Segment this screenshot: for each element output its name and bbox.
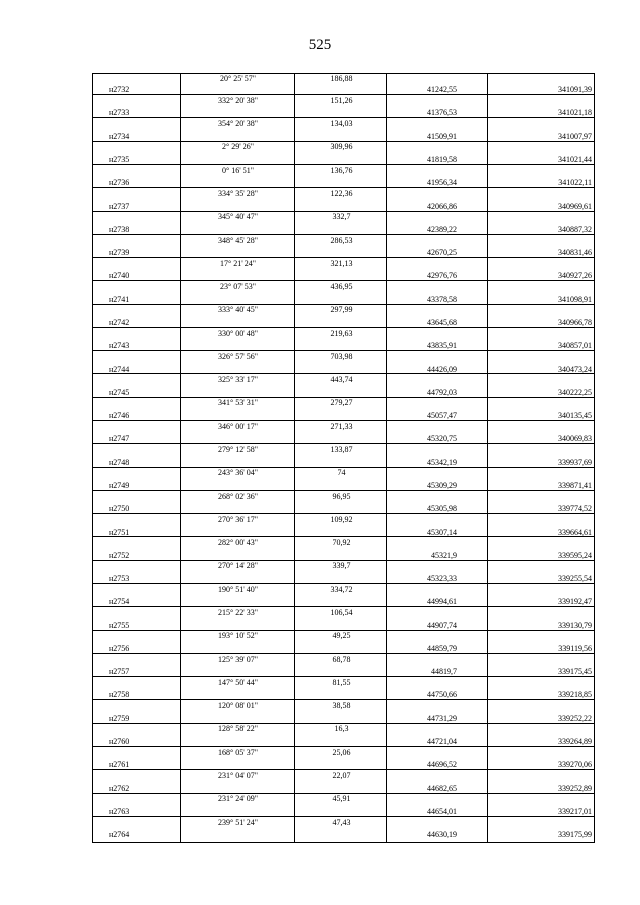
y-coordinate: 341022,11 [558,178,592,188]
segment-length: 106,54 [330,607,353,617]
point-id: н2740 [109,271,130,281]
direction-angle: 168° 05' 37" [218,747,258,757]
y-coordinate: 339192,47 [558,597,592,607]
segment-length: 49,25 [332,631,351,641]
direction-angle: 354° 20' 38" [218,119,258,129]
direction-angle: 20° 25' 57" [220,74,256,83]
segment-length: 219,63 [330,328,353,338]
page-number: 525 [308,37,332,53]
segment-length: 339,7 [332,561,351,571]
segment-length: 74 [337,468,346,478]
direction-angle: 268° 02' 36" [218,491,258,501]
segment-length: 332,7 [332,212,351,222]
segment-length: 186,88 [330,74,353,83]
point-id: н2757 [109,667,130,677]
y-coordinate: 340135,45 [558,411,592,421]
x-coordinate: 41376,53 [427,108,457,118]
point-id: н2748 [109,457,130,467]
direction-angle: 193° 10' 52" [218,631,258,641]
direction-angle: 23° 07' 53" [220,282,256,291]
direction-angle: 334° 35' 28" [218,188,258,198]
x-coordinate: 42066,86 [427,201,457,211]
y-coordinate: 340887,32 [558,224,592,234]
y-coordinate: 339218,85 [558,690,592,700]
coordinate-table [92,73,595,843]
direction-angle: 332° 20' 38" [218,95,258,105]
direction-angle: 270° 14' 28" [218,561,258,571]
point-id: н2752 [109,550,130,560]
y-coordinate: 339130,79 [558,620,592,630]
direction-angle: 270° 36' 17" [218,514,258,524]
point-id: н2763 [109,806,130,816]
direction-angle: 125° 39' 07" [218,654,258,664]
direction-angle: 346° 00' 17" [218,421,258,431]
segment-length: 334,72 [330,584,353,594]
x-coordinate: 45321,9 [431,550,457,560]
direction-angle: 333° 40' 45" [218,305,258,315]
x-coordinate: 41819,58 [427,155,457,164]
point-id: н2753 [109,574,130,583]
point-id: н2764 [109,830,130,840]
x-coordinate: 41509,91 [427,131,457,141]
x-coordinate: 44721,04 [427,737,457,746]
segment-length: 703,98 [330,351,353,361]
y-coordinate: 340969,61 [558,201,592,211]
y-coordinate: 339270,06 [558,760,592,770]
point-id: н2754 [109,597,130,607]
segment-length: 47,43 [332,817,351,827]
x-coordinate: 44654,01 [427,806,457,816]
x-coordinate: 44994,61 [427,597,457,607]
point-id: н2759 [109,713,130,723]
point-id: н2735 [109,155,130,164]
y-coordinate: 340222,25 [558,387,592,397]
segment-length: 109,92 [330,514,353,524]
x-coordinate: 43645,68 [427,317,457,327]
segment-length: 81,55 [332,677,351,687]
y-coordinate: 339217,01 [558,806,592,816]
direction-angle: 279° 12' 58" [218,445,258,454]
x-coordinate: 44682,65 [427,783,457,793]
direction-angle: 0° 16' 51" [222,165,254,175]
x-coordinate: 42976,76 [427,271,457,281]
segment-length: 122,36 [330,188,353,198]
y-coordinate: 340473,24 [558,364,592,374]
direction-angle: 325° 33' 17" [218,375,258,385]
direction-angle: 341° 53' 31" [218,398,258,408]
y-coordinate: 339175,99 [558,830,592,840]
point-id: н2742 [109,317,130,327]
segment-length: 38,58 [332,701,351,711]
segment-length: 133,87 [330,445,353,454]
segment-length: 25,06 [332,747,351,757]
direction-angle: 231° 24' 09" [218,794,258,804]
x-coordinate: 45320,75 [427,434,457,444]
point-id: н2737 [109,201,130,211]
segment-length: 286,53 [330,235,353,245]
y-coordinate: 340927,26 [558,271,592,281]
segment-length: 297,99 [330,305,353,315]
point-id: н2761 [109,760,130,770]
segment-length: 70,92 [332,538,351,548]
point-id: н2739 [109,248,130,258]
x-coordinate: 44630,19 [427,830,457,840]
x-coordinate: 44859,79 [427,643,457,653]
direction-angle: 2° 29' 26" [222,142,254,152]
direction-angle: 128° 58' 22" [218,724,258,734]
direction-angle: 348° 45' 28" [218,235,258,245]
x-coordinate: 45307,14 [427,527,457,537]
segment-length: 443,74 [330,375,353,385]
y-coordinate: 339871,41 [558,480,592,490]
point-id: н2746 [109,411,130,421]
point-id: н2733 [109,108,130,118]
direction-angle: 17° 21' 24" [220,258,256,268]
point-id: н2741 [109,294,130,304]
x-coordinate: 45342,19 [427,457,457,467]
point-id: н2760 [109,737,130,746]
segment-length: 309,96 [330,142,353,152]
segment-length: 436,95 [330,282,353,291]
y-coordinate: 340857,01 [558,341,592,351]
point-id: н2755 [109,620,130,630]
segment-length: 96,95 [332,491,351,501]
y-coordinate: 340069,83 [558,434,592,444]
direction-angle: 215° 22' 33" [218,607,258,617]
x-coordinate: 44696,52 [427,760,457,770]
y-coordinate: 339119,56 [558,643,592,653]
x-coordinate: 41242,55 [427,85,457,95]
y-coordinate: 339252,89 [558,783,592,793]
direction-angle: 345° 40' 47" [218,212,258,222]
segment-length: 321,13 [330,258,353,268]
segment-length: 271,33 [330,421,353,431]
x-coordinate: 44907,74 [427,620,457,630]
x-coordinate: 45305,98 [427,504,457,514]
y-coordinate: 339664,61 [558,527,592,537]
direction-angle: 190° 51' 40" [218,584,258,594]
segment-length: 136,76 [330,165,353,175]
point-id: н2751 [109,527,130,537]
x-coordinate: 43378,58 [427,294,457,304]
segment-length: 134,03 [330,119,353,129]
segment-length: 16,3 [334,724,349,734]
direction-angle: 243° 36' 04" [218,468,258,478]
segment-length: 151,26 [330,95,353,105]
x-coordinate: 41956,34 [427,178,457,188]
point-id: н2736 [109,178,130,188]
point-id: н2732 [109,85,130,95]
point-id: н2756 [109,643,130,653]
direction-angle: 330° 00' 48" [218,328,258,338]
direction-angle: 239° 51' 24" [218,817,258,827]
y-coordinate: 339937,69 [558,457,592,467]
x-coordinate: 43835,91 [427,341,457,351]
x-coordinate: 44792,03 [427,387,457,397]
segment-length: 45,91 [332,794,351,804]
point-id: н2745 [109,387,130,397]
direction-angle: 326° 57' 56" [218,351,258,361]
y-coordinate: 341091,39 [558,85,592,95]
direction-angle: 147° 50' 44" [218,677,258,687]
y-coordinate: 339264,89 [558,737,592,746]
y-coordinate: 341007,97 [558,131,592,141]
point-id: н2734 [109,131,130,141]
y-coordinate: 339774,52 [558,504,592,514]
x-coordinate: 42389,22 [427,224,457,234]
point-id: н2743 [109,341,130,351]
segment-length: 22,07 [332,770,351,780]
y-coordinate: 341098,91 [558,294,592,304]
direction-angle: 120° 08' 01" [218,701,258,711]
y-coordinate: 340831,46 [558,248,592,258]
point-id: н2758 [109,690,130,700]
y-coordinate: 339252,22 [558,713,592,723]
point-id: н2744 [109,364,130,374]
segment-length: 68,78 [332,654,351,664]
direction-angle: 231° 04' 07" [218,770,258,780]
y-coordinate: 339595,24 [558,550,592,560]
x-coordinate: 44731,29 [427,713,457,723]
y-coordinate: 341021,18 [558,108,592,118]
x-coordinate: 45309,29 [427,480,457,490]
point-id: н2738 [109,224,130,234]
segment-length: 279,27 [330,398,353,408]
point-id: н2762 [109,783,130,793]
x-coordinate: 44750,66 [427,690,457,700]
x-coordinate: 44819,7 [431,667,457,677]
x-coordinate: 45057,47 [427,411,457,421]
point-id: н2747 [109,434,130,444]
direction-angle: 282° 00' 43" [218,538,258,548]
x-coordinate: 45323,33 [427,574,457,583]
y-coordinate: 341021,44 [558,155,592,164]
y-coordinate: 339175,45 [558,667,592,677]
point-id: н2750 [109,504,130,514]
x-coordinate: 44426,09 [427,364,457,374]
x-coordinate: 42670,25 [427,248,457,258]
point-id: н2749 [109,480,130,490]
y-coordinate: 340966,78 [558,317,592,327]
y-coordinate: 339255,54 [558,574,592,583]
